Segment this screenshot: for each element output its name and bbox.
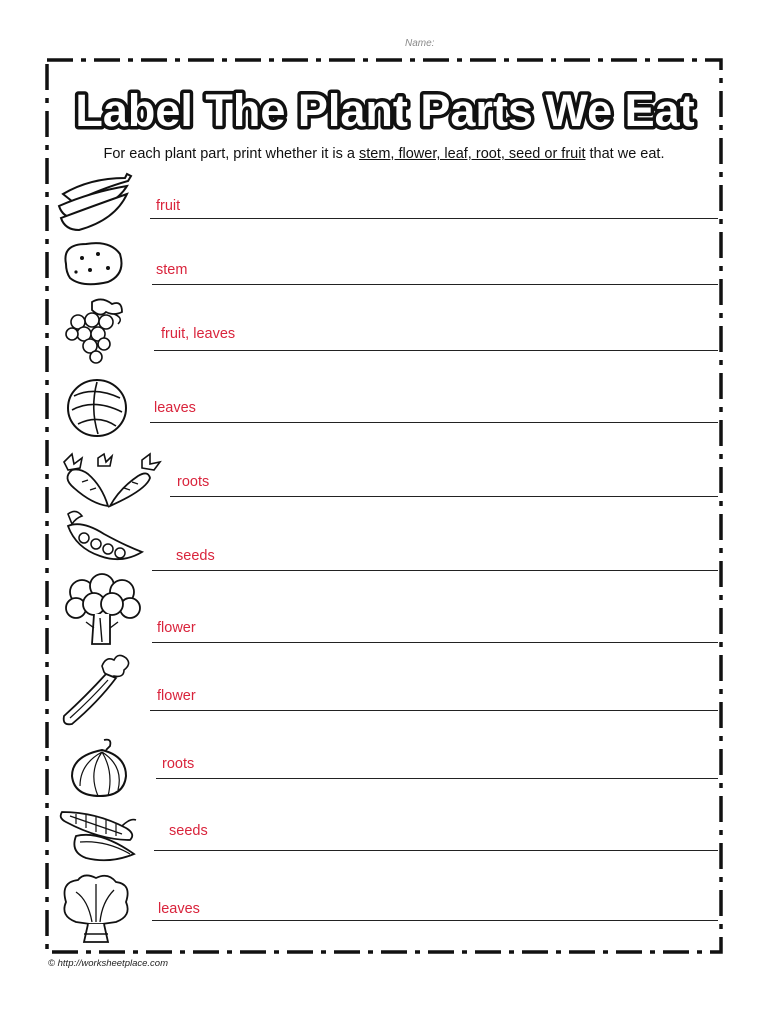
answer-line bbox=[154, 850, 718, 851]
answer-text: leaves bbox=[158, 901, 200, 917]
answer-line bbox=[170, 496, 718, 497]
answer-line bbox=[156, 778, 718, 779]
answer-line bbox=[152, 642, 718, 643]
copyright-footer: © http://worksheetplace.com bbox=[48, 958, 168, 969]
instructions-options: stem, flower, leaf, root, seed or fruit bbox=[359, 146, 586, 162]
answer-text: flower bbox=[157, 620, 196, 636]
name-label: Name: bbox=[405, 38, 435, 49]
answer-text: fruit bbox=[156, 198, 181, 214]
page-title-text: Label The Plant Parts We Eat bbox=[75, 85, 695, 136]
cabbage-icon bbox=[64, 376, 130, 440]
celery-icon bbox=[58, 652, 134, 728]
answer-text: roots bbox=[162, 756, 195, 772]
instructions-prefix: For each plant part, print whether it is a bbox=[103, 146, 360, 162]
instructions bbox=[0, 146, 768, 162]
carrots-icon bbox=[58, 452, 164, 508]
answer-line bbox=[152, 570, 718, 571]
onion-icon bbox=[66, 736, 132, 800]
peas-icon bbox=[62, 506, 146, 570]
broccoli-icon bbox=[64, 572, 142, 648]
answer-line bbox=[152, 284, 718, 285]
answer-line bbox=[152, 920, 718, 921]
answer-text: seeds bbox=[169, 823, 208, 839]
answer-line bbox=[150, 422, 718, 423]
banana-icon bbox=[55, 172, 133, 232]
answer-text: roots bbox=[177, 474, 210, 490]
answer-text: seeds bbox=[176, 548, 215, 564]
answer-line bbox=[150, 218, 718, 219]
answer-text: flower bbox=[157, 688, 196, 704]
answer-line bbox=[150, 710, 718, 711]
answer-line bbox=[154, 350, 718, 351]
corn-icon bbox=[56, 806, 140, 868]
grapes-icon bbox=[62, 296, 130, 366]
answer-text: stem bbox=[156, 262, 188, 278]
instructions-suffix: that we eat. bbox=[585, 146, 665, 162]
lettuce-icon bbox=[58, 872, 134, 948]
potato-icon bbox=[60, 238, 126, 288]
answer-text: leaves bbox=[154, 400, 196, 416]
page-title bbox=[60, 80, 710, 140]
answer-text: fruit, leaves bbox=[161, 326, 236, 342]
